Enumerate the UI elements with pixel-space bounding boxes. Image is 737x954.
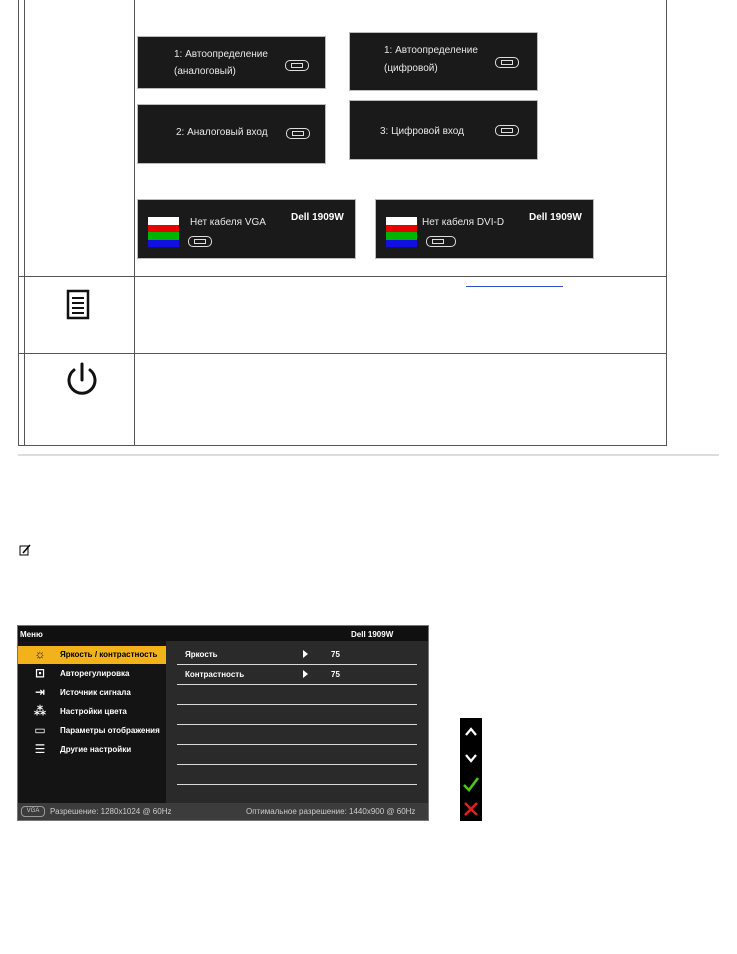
setting-row-empty — [177, 765, 417, 785]
checkmark-icon — [460, 773, 482, 795]
power-icon — [59, 358, 105, 404]
section-divider — [18, 454, 719, 456]
popup-line: 1: Автоопределение — [384, 45, 478, 56]
popup-line: (аналоговый) — [174, 66, 236, 77]
osd-title: Меню — [20, 630, 43, 639]
menu-item-brightness-contrast[interactable] — [18, 646, 166, 664]
arrow-right-icon — [303, 650, 308, 658]
setting-row-brightness[interactable] — [177, 645, 417, 665]
setting-row-contrast[interactable] — [177, 665, 417, 685]
color-test-pattern — [386, 217, 417, 247]
input-popup-digital — [349, 100, 538, 160]
setting-label: Яркость — [185, 650, 218, 659]
monitor-model: Dell 1909W — [291, 212, 344, 223]
hyperlink-underline[interactable] — [466, 286, 563, 287]
menu-item-auto-adjust[interactable] — [18, 665, 166, 683]
chevron-up-icon — [460, 721, 482, 743]
menu-item-label: Источник сигнала — [60, 688, 131, 697]
menu-item-label: Яркость / контрастность — [60, 650, 158, 659]
table-border-bottom — [18, 445, 667, 446]
osd-model: Dell 1909W — [351, 630, 394, 639]
table-border-left-inner — [24, 0, 25, 446]
up-button[interactable] — [460, 721, 482, 743]
auto-adjust-icon: ⊡ — [34, 666, 46, 680]
no-cable-popup-dvi — [375, 199, 594, 259]
menu-item-label: Настройки цвета — [60, 707, 127, 716]
osd-menu-list — [18, 641, 166, 803]
no-cable-popup-vga — [137, 199, 356, 259]
popup-line: 2: Аналоговый вход — [176, 127, 268, 138]
input-popup-auto-digital — [349, 32, 538, 91]
dvi-connector-icon — [495, 57, 519, 68]
setting-row-empty — [177, 725, 417, 745]
setting-row-empty — [177, 745, 417, 765]
note-pencil-icon — [19, 543, 31, 555]
vga-connector-icon: VGA — [21, 806, 45, 817]
setting-value: 75 — [331, 650, 340, 659]
brightness-icon: ☼ — [34, 647, 46, 661]
osd-main-menu — [17, 625, 429, 821]
setting-row-empty — [177, 785, 417, 804]
table-row-divider — [18, 353, 667, 354]
osd-settings-panel — [166, 641, 428, 803]
popup-line: (цифровой) — [384, 63, 438, 74]
input-popup-analog — [137, 104, 326, 164]
popup-line: 3: Цифровой вход — [380, 126, 464, 137]
dvi-connector-icon — [426, 236, 456, 247]
chevron-down-icon — [460, 747, 482, 769]
dvi-connector-icon — [495, 125, 519, 136]
color-settings-icon: ⁂ — [33, 704, 47, 718]
menu-item-display-settings[interactable] — [18, 722, 166, 740]
close-icon — [460, 798, 482, 820]
menu-item-color-settings[interactable] — [18, 703, 166, 721]
setting-row-empty — [177, 685, 417, 705]
display-settings-icon: ▭ — [34, 723, 46, 737]
vga-connector-icon — [286, 128, 310, 139]
vga-connector-icon — [285, 60, 309, 71]
input-source-icon: ⇥ — [34, 685, 46, 699]
flag-band — [148, 217, 179, 225]
setting-value: 75 — [331, 670, 340, 679]
no-cable-text: Нет кабеля DVI-D — [422, 217, 505, 228]
menu-item-label: Другие настройки — [60, 745, 132, 754]
vga-connector-icon — [188, 236, 212, 247]
setting-label: Контрастность — [185, 670, 245, 679]
menu-item-other-settings[interactable] — [18, 741, 166, 759]
flag-band — [386, 217, 417, 225]
osd-title-bar — [18, 626, 428, 641]
table-border-left — [18, 0, 19, 446]
osd-buttons-bar — [460, 718, 482, 821]
menu-item-label: Авторегулировка — [60, 669, 130, 678]
osd-status-bar — [18, 803, 428, 820]
menu-item-input-source[interactable] — [18, 684, 166, 702]
popup-line: 1: Автоопределение — [174, 49, 268, 60]
table-column-divider — [134, 0, 135, 446]
confirm-button[interactable] — [460, 773, 482, 795]
menu-item-label: Параметры отображения — [60, 726, 160, 735]
status-optimal-resolution: Оптимальное разрешение: 1440x900 @ 60Hz — [246, 807, 416, 816]
menu-document-icon — [53, 277, 109, 335]
setting-row-empty — [177, 705, 417, 725]
status-resolution: Разрешение: 1280x1024 @ 60Hz — [50, 807, 172, 816]
input-popup-auto-analog — [137, 36, 326, 89]
no-cable-text: Нет кабеля VGA — [190, 217, 266, 228]
cancel-button[interactable] — [460, 798, 482, 820]
monitor-model: Dell 1909W — [529, 212, 582, 223]
color-test-pattern — [148, 217, 179, 247]
table-row-divider — [18, 276, 667, 277]
down-button[interactable] — [460, 747, 482, 769]
table-border-right — [666, 0, 667, 446]
arrow-right-icon — [303, 670, 308, 678]
other-settings-icon: ☰ — [34, 742, 46, 756]
